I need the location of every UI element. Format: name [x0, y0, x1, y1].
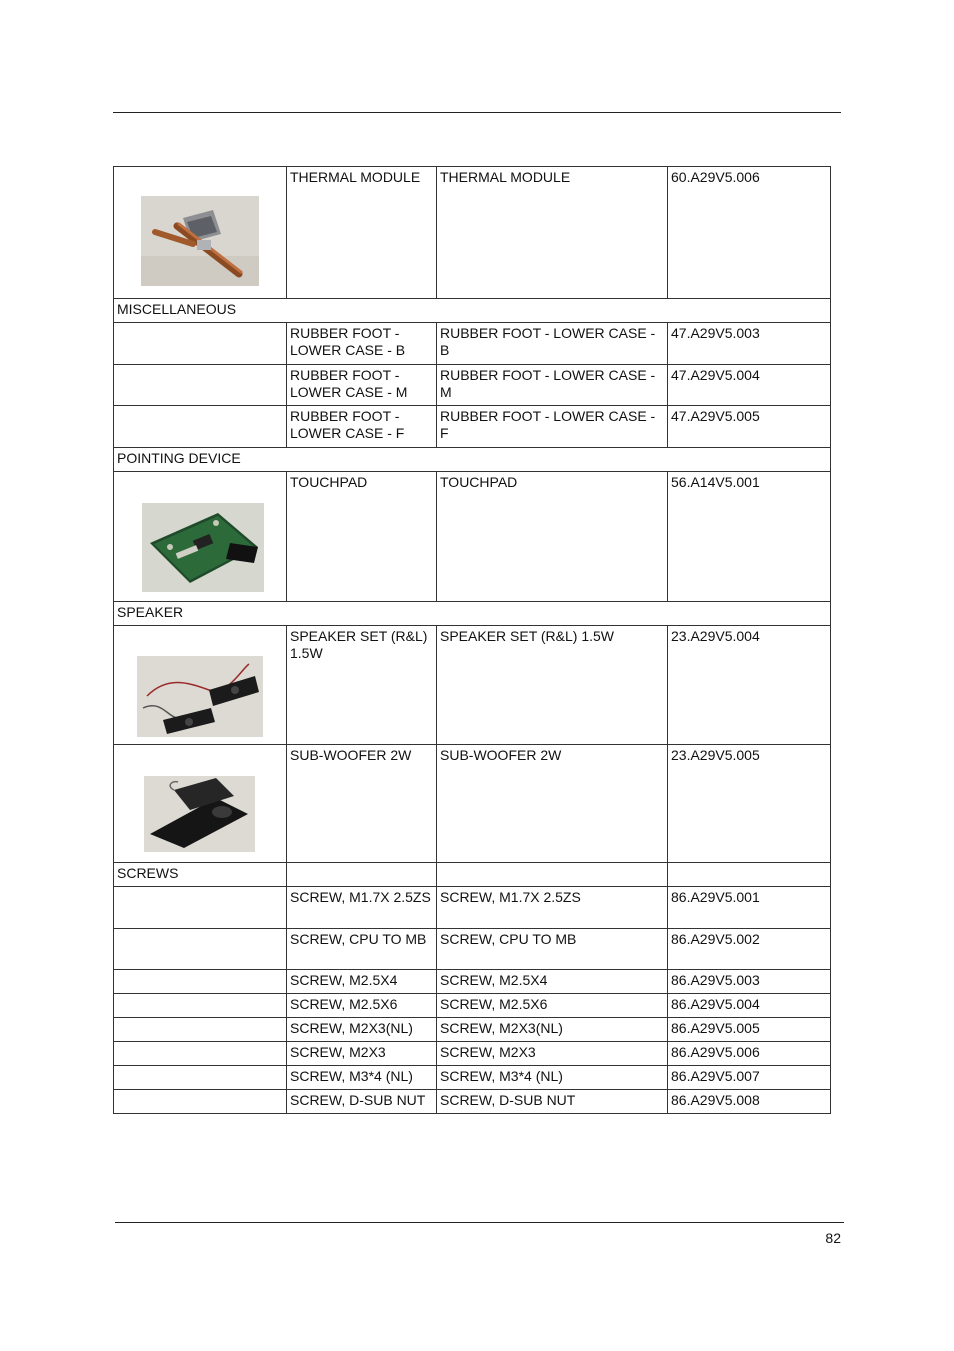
part-description: SCREW, M2X3(NL): [437, 1018, 668, 1042]
part-description: SCREW, M2.5X4: [437, 970, 668, 994]
category-row: [114, 448, 831, 472]
part-number: 86.A29V5.005: [668, 1018, 831, 1042]
part-name: RUBBER FOOT - LOWER CASE - F: [287, 406, 437, 448]
empty-cell: [437, 863, 668, 887]
image-cell-empty: [114, 406, 287, 448]
part-name: SCREW, M2.5X6: [287, 994, 437, 1018]
part-description: RUBBER FOOT - LOWER CASE - B: [437, 323, 668, 365]
image-cell-empty: [114, 1042, 287, 1066]
part-description: SCREW, M2X3: [437, 1042, 668, 1066]
table-row: [114, 929, 831, 970]
part-number: 47.A29V5.005: [668, 406, 831, 448]
footer-rule: [115, 1222, 844, 1223]
table-row: [114, 887, 831, 929]
part-description: RUBBER FOOT - LOWER CASE - F: [437, 406, 668, 448]
part-name: SCREW, M2X3(NL): [287, 1018, 437, 1042]
subwoofer-image-cell: [114, 745, 287, 863]
part-name: RUBBER FOOT - LOWER CASE - B: [287, 323, 437, 365]
speaker-set-image-cell: [114, 626, 287, 745]
image-cell-empty: [114, 365, 287, 406]
empty-cell: [287, 863, 437, 887]
part-name: SCREW, M1.7X 2.5ZS: [287, 887, 437, 929]
part-number: 47.A29V5.004: [668, 365, 831, 406]
image-cell-empty: [114, 994, 287, 1018]
category-screws: SCREWS: [114, 863, 287, 887]
part-number: 86.A29V5.004: [668, 994, 831, 1018]
part-description: SCREW, M1.7X 2.5ZS: [437, 887, 668, 929]
part-description: TOUCHPAD: [437, 472, 668, 602]
subwoofer-photo: [144, 776, 255, 852]
part-name: SCREW, M2X3: [287, 1042, 437, 1066]
category-pointing-device: POINTING DEVICE: [114, 448, 831, 472]
part-number: 56.A14V5.001: [668, 472, 831, 602]
part-number: 86.A29V5.002: [668, 929, 831, 970]
image-cell-empty: [114, 970, 287, 994]
thermal-module-photo: [141, 196, 259, 286]
table-row: [114, 323, 831, 365]
category-speaker: SPEAKER: [114, 602, 831, 626]
image-cell-empty: [114, 1018, 287, 1042]
part-number: 23.A29V5.005: [668, 745, 831, 863]
part-description: SCREW, M2.5X6: [437, 994, 668, 1018]
part-number: 86.A29V5.006: [668, 1042, 831, 1066]
part-name: SPEAKER SET (R&L) 1.5W: [287, 626, 437, 745]
part-name: SCREW, M3*4 (NL): [287, 1066, 437, 1090]
part-name: SCREW, CPU TO MB: [287, 929, 437, 970]
table-row: [114, 1042, 831, 1066]
part-description: SCREW, M3*4 (NL): [437, 1066, 668, 1090]
speaker-set-photo: [137, 656, 263, 737]
table-row: [114, 167, 831, 299]
table-row: [114, 1090, 831, 1114]
part-number: 60.A29V5.006: [668, 167, 831, 299]
page-number: 82: [825, 1230, 841, 1246]
touchpad-image-cell: [114, 472, 287, 602]
table-row: [114, 745, 831, 863]
part-number: 86.A29V5.003: [668, 970, 831, 994]
thermal-module-image-cell: [114, 167, 287, 299]
category-row: [114, 299, 831, 323]
part-description: THERMAL MODULE: [437, 167, 668, 299]
part-name: TOUCHPAD: [287, 472, 437, 602]
part-name: SCREW, D-SUB NUT: [287, 1090, 437, 1114]
touchpad-photo: [142, 503, 264, 592]
category-row: [114, 602, 831, 626]
image-cell-empty: [114, 1090, 287, 1114]
parts-table: [113, 166, 831, 1114]
part-number: 47.A29V5.003: [668, 323, 831, 365]
table-row: [114, 626, 831, 745]
part-description: SCREW, D-SUB NUT: [437, 1090, 668, 1114]
table-row: [114, 472, 831, 602]
table-row: [114, 406, 831, 448]
part-name: RUBBER FOOT - LOWER CASE - M: [287, 365, 437, 406]
table-row: [114, 970, 831, 994]
part-description: SCREW, CPU TO MB: [437, 929, 668, 970]
category-miscellaneous: MISCELLANEOUS: [114, 299, 831, 323]
table-row: [114, 1066, 831, 1090]
image-cell-empty: [114, 887, 287, 929]
image-cell-empty: [114, 323, 287, 365]
part-description: SUB-WOOFER 2W: [437, 745, 668, 863]
part-number: 86.A29V5.001: [668, 887, 831, 929]
image-cell-empty: [114, 1066, 287, 1090]
empty-cell: [668, 863, 831, 887]
category-row: [114, 863, 831, 887]
part-number: 23.A29V5.004: [668, 626, 831, 745]
part-number: 86.A29V5.007: [668, 1066, 831, 1090]
part-description: RUBBER FOOT - LOWER CASE - M: [437, 365, 668, 406]
part-name: SUB-WOOFER 2W: [287, 745, 437, 863]
part-name: SCREW, M2.5X4: [287, 970, 437, 994]
part-name: THERMAL MODULE: [287, 167, 437, 299]
table-row: [114, 994, 831, 1018]
header-rule: [113, 112, 841, 113]
part-description: SPEAKER SET (R&L) 1.5W: [437, 626, 668, 745]
part-number: 86.A29V5.008: [668, 1090, 831, 1114]
table-row: [114, 1018, 831, 1042]
image-cell-empty: [114, 929, 287, 970]
table-row: [114, 365, 831, 406]
